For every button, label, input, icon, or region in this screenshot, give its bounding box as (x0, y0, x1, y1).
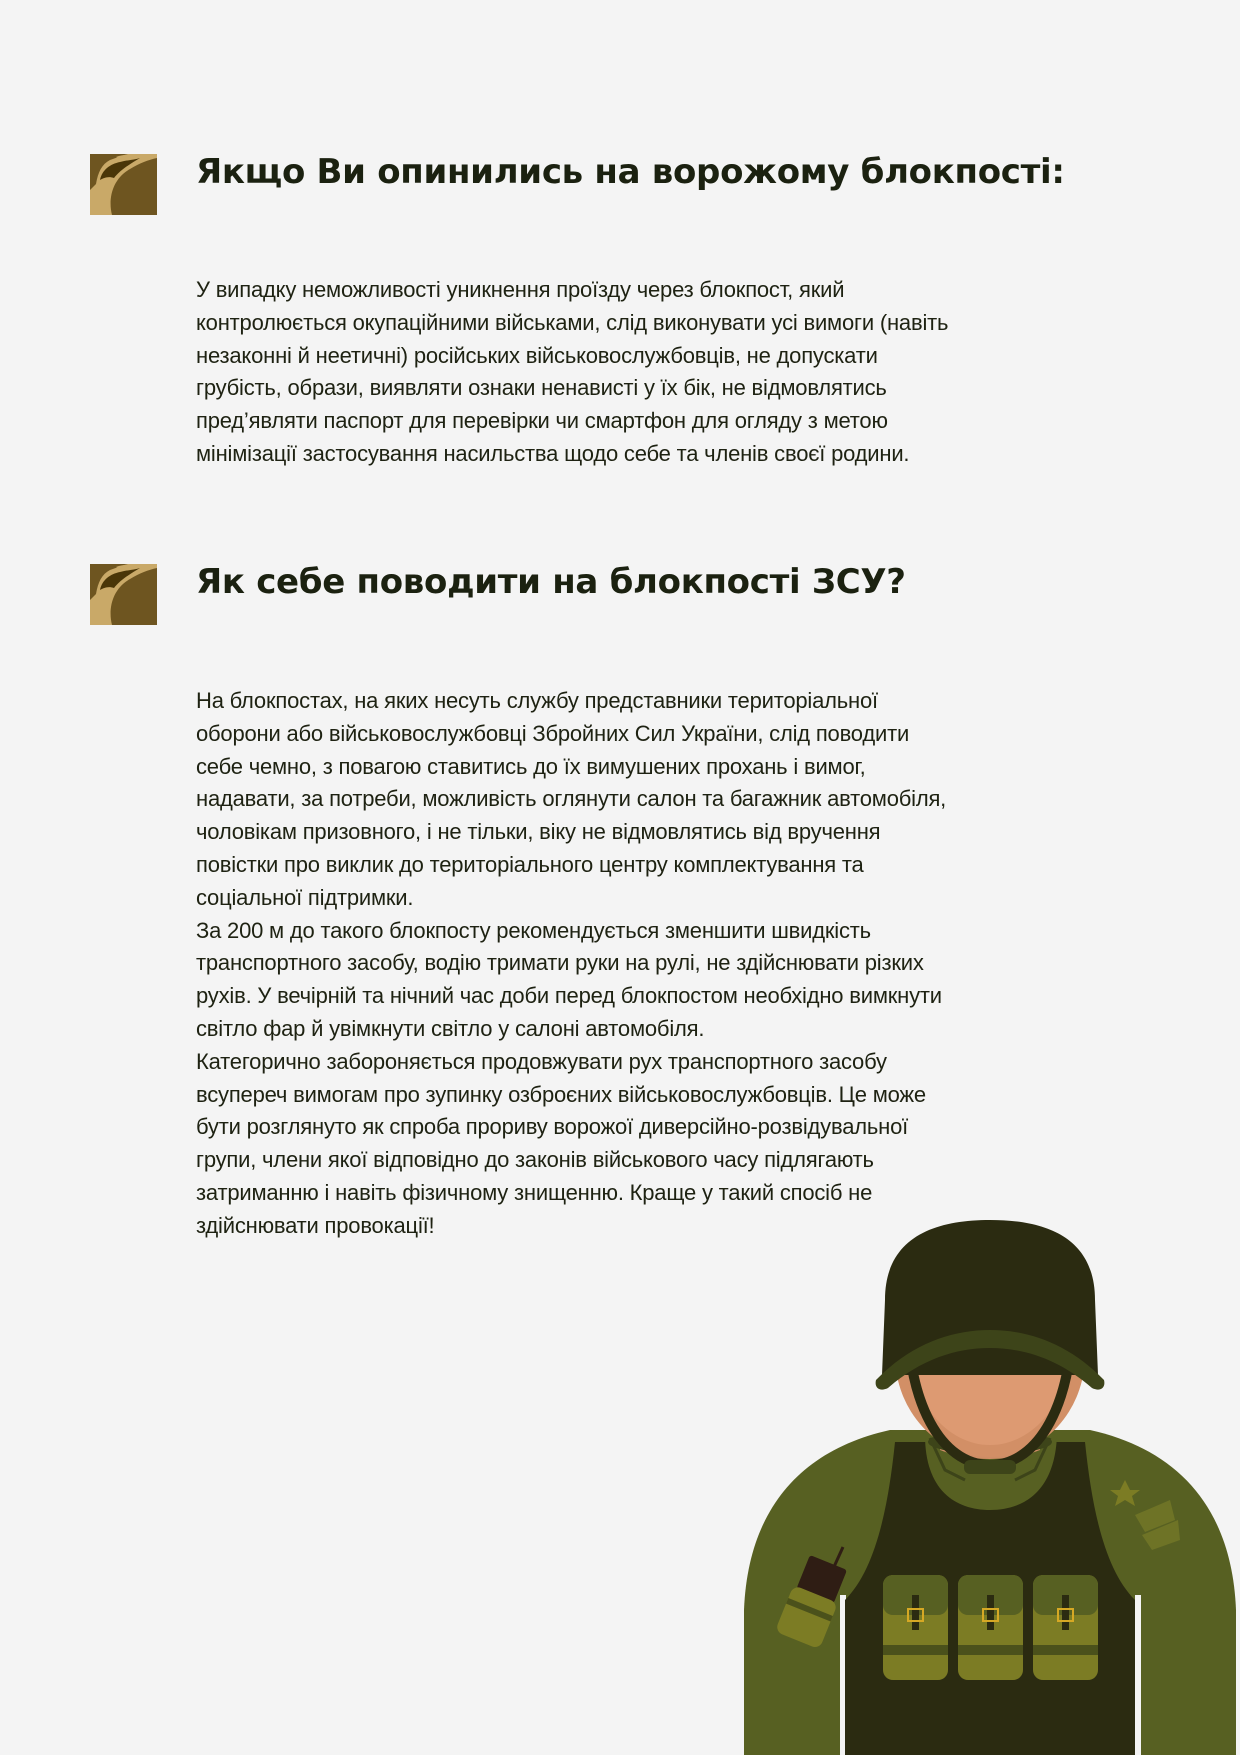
camo-square-icon (90, 564, 157, 625)
text-line: пред’являти паспорт для перевірки чи смартфон для огляду з метою (196, 408, 888, 434)
camo-square-icon (90, 154, 157, 215)
text-line: У випадку неможливості уникнення проїзду через блокпост, який (196, 277, 845, 302)
section-heading: Якщо Ви опинились на ворожому блокпості: (196, 152, 1065, 192)
text-line: світло фар й увімкнути світло у салоні автомобіля. (196, 1015, 705, 1041)
text-line: бути розглянуто як спроба прориву ворожої диверсійно-розвідувальної (196, 1114, 909, 1140)
text-line: надавати, за потреби, можливість оглянути салон та багажник автомобіля, (196, 786, 947, 812)
text-line: здійснювати провокації! (196, 1212, 435, 1238)
text-line: незаконні й неетичні) російських військовослужбовців, не допускати (196, 342, 878, 368)
section-heading: Як себе поводити на блокпості ЗСУ? (196, 562, 906, 602)
text-line: контролюється окупаційними військами, слід виконувати усі вимоги (навіть (196, 309, 949, 335)
section-paragraph (196, 274, 1036, 471)
text-line: мінімізації застосування насильства щодо себе та членів своєї родини. (196, 440, 910, 466)
text-line: грубість, образи, виявляти ознаки ненависті у їх бік, не відмовлятись (196, 375, 887, 401)
text-line: повістки про виклик до територіального центру комплектування та (196, 851, 864, 877)
section-paragraph (196, 685, 1036, 1243)
text-line: всупереч вимогам про зупинку озброєних військовослужбовців. Це може (196, 1081, 926, 1107)
text-line: себе чемно, з повагою ставитись до їх вимушених прохань і вимог, (196, 753, 866, 779)
soldier-illustration (740, 1210, 1240, 1755)
text-line: рухів. У вечірній та нічний час доби перед блокпостом необхідно вимкнути (196, 983, 942, 1009)
text-line: На блокпостах, на яких несуть службу представники територіальної (196, 688, 878, 713)
text-line: групи, члени якої відповідно до законів військового часу підлягають (196, 1147, 874, 1173)
text-line: Категорично забороняється продовжувати рух транспортного засобу (196, 1048, 887, 1074)
text-line: затриманню і навіть фізичному знищенню. Краще у такий спосіб не (196, 1179, 873, 1205)
text-line: чоловікам призовного, і не тільки, віку не відмовлятись від вручення (196, 819, 881, 845)
text-line: оборони або військовослужбовці Збройних Сил України, слід поводити (196, 720, 910, 746)
text-line: транспортного засобу, водію тримати руки на рулі, не здійснювати різких (196, 950, 924, 976)
text-line: За 200 м до такого блокпосту рекомендується зменшити швидкість (196, 917, 871, 943)
text-line: соціальної підтримки. (196, 884, 414, 910)
